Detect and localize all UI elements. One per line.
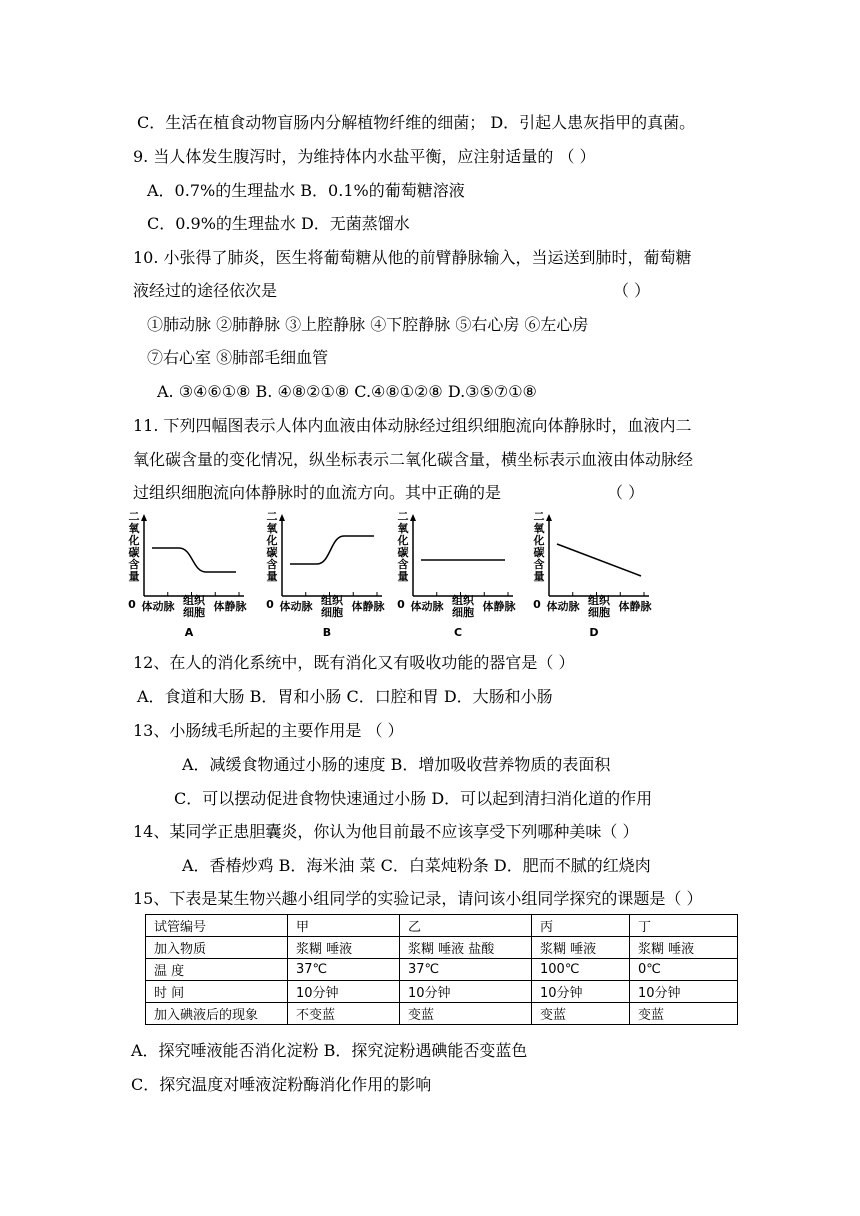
table-row xyxy=(146,981,738,1003)
y-axis-label-char: 氧 xyxy=(128,522,140,535)
x-label-cell: 细胞 xyxy=(588,606,610,619)
y-axis-label-char: 含 xyxy=(266,558,278,571)
y-axis-arrow xyxy=(279,514,285,521)
y-axis-label-char: 二 xyxy=(397,510,409,523)
origin-label: 0 xyxy=(266,598,274,611)
q10-options: A. ③④⑥①⑧ B. ④⑧②①⑧ C.④⑧①②⑧ D.③⑤⑦①⑧ xyxy=(157,382,537,401)
table-row xyxy=(146,1003,738,1025)
table-header-cell: 乙 xyxy=(400,915,532,937)
q15-option-c: C．探究温度对唾液淀粉酶消化作用的影响 xyxy=(131,1075,432,1094)
table-header-cell: 丁 xyxy=(630,915,738,937)
table-cell: 变蓝 xyxy=(630,1003,738,1025)
table-header-cell: 甲 xyxy=(288,915,400,937)
x-label-vein: 体静脉 xyxy=(351,600,385,613)
y-axis-label-char: 碳 xyxy=(128,546,140,559)
co2-curve xyxy=(152,548,236,572)
table-cell: 37℃ xyxy=(288,959,400,981)
table-cell: 10分钟 xyxy=(630,981,738,1003)
x-label-artery: 体动脉 xyxy=(279,600,313,613)
co2-graph-d-svg xyxy=(533,508,673,643)
y-axis-label-char: 量 xyxy=(533,570,545,583)
table-cell: 时 间 xyxy=(146,981,288,1003)
q9-options-ab: A．0.7%的生理盐水 B．0.1%的葡萄糖溶液 xyxy=(147,181,465,200)
table-header-cell: 试管编号 xyxy=(146,915,288,937)
y-axis-arrow xyxy=(410,514,416,521)
table-header-row xyxy=(146,915,738,937)
q10-items-2: ⑦右心室 ⑧肺部毛细血管 xyxy=(147,348,329,367)
table-cell: 加入物质 xyxy=(146,937,288,959)
experiment-record-table xyxy=(145,914,738,1025)
y-axis-label-char: 含 xyxy=(128,558,140,571)
graph-name-label: C xyxy=(453,626,463,639)
q12-options: A．食道和大肠 B．胃和小肠 C．口腔和胃 D．大肠和小肠 xyxy=(137,687,553,706)
q10-stem-2: 液经过的途径依次是 xyxy=(133,281,278,300)
q9-stem: 9. 当人体发生腹泻时，为维持体内水盐平衡，应注射适量的 （ ） xyxy=(133,147,596,166)
table-cell: 变蓝 xyxy=(400,1003,532,1025)
y-axis-label-char: 氧 xyxy=(397,522,409,535)
y-axis-label-char: 碳 xyxy=(266,546,278,559)
q13-options-ab: A．减缓食物通过小肠的速度 B．增加吸收营养物质的表面积 xyxy=(182,755,611,774)
y-axis-label-char: 二 xyxy=(128,510,140,523)
table-header-cell: 丙 xyxy=(532,915,630,937)
table-cell: 浆糊 唾液 xyxy=(288,937,400,959)
graph-name-label: D xyxy=(589,626,599,639)
x-label-artery: 体动脉 xyxy=(546,600,580,613)
origin-label: 0 xyxy=(128,598,136,611)
table-cell: 变蓝 xyxy=(532,1003,630,1025)
y-axis-label-char: 化 xyxy=(397,534,409,547)
table-cell: 10分钟 xyxy=(400,981,532,1003)
x-label-tissue: 组织 xyxy=(452,594,474,607)
q12-stem: 12、在人的消化系统中，既有消化又有吸收功能的器官是（ ） xyxy=(133,653,575,672)
table-cell: 37℃ xyxy=(400,959,532,981)
table-cell: 10分钟 xyxy=(288,981,400,1003)
table-cell: 温 度 xyxy=(146,959,288,981)
co2-graph-b xyxy=(266,508,406,643)
table-row xyxy=(146,959,738,981)
x-label-tissue: 组织 xyxy=(321,594,343,607)
table-cell: 浆糊 唾液 xyxy=(532,937,630,959)
q10-answer-paren: （ ） xyxy=(613,281,651,300)
table-cell: 100℃ xyxy=(532,959,630,981)
table-cell: 浆糊 唾液 盐酸 xyxy=(400,937,532,959)
graph-name-label: A xyxy=(184,626,194,639)
q11-answer-paren: （ ） xyxy=(607,483,645,502)
table-cell: 加入碘液后的现象 xyxy=(146,1003,288,1025)
y-axis-label-char: 氧 xyxy=(266,522,278,535)
q10-items-1: ①肺动脉 ②肺静脉 ③上腔静脉 ④下腔静脉 ⑤右心房 ⑥左心房 xyxy=(147,315,589,334)
y-axis-label-char: 碳 xyxy=(397,546,409,559)
co2-graph-c-svg xyxy=(397,508,537,643)
co2-graph-a-svg xyxy=(128,508,268,643)
q11-stem-1: 11. 下列四幅图表示人体内血液由体动脉经过组织细胞流向体静脉时，血液内二 xyxy=(133,416,692,435)
y-axis-label-char: 化 xyxy=(533,534,545,547)
table-cell: 0℃ xyxy=(630,959,738,981)
q15-stem: 15、下表是某生物兴趣小组同学的实验记录，请问该小组同学探究的课题是（ ） xyxy=(133,889,703,908)
y-axis-label-char: 量 xyxy=(266,570,278,583)
y-axis-label-char: 碳 xyxy=(533,546,545,559)
q14-stem: 14、某同学正患胆囊炎，你认为他目前最不应该享受下列哪种美味（ ） xyxy=(133,822,639,841)
q13-stem: 13、小肠绒毛所起的主要作用是 （ ） xyxy=(133,721,404,740)
x-label-artery: 体动脉 xyxy=(410,600,444,613)
x-label-cell: 细胞 xyxy=(183,606,205,619)
q14-options: A．香椿炒鸡 B．海米油 菜 C．白菜炖粉条 D．肥而不腻的红烧肉 xyxy=(182,856,651,875)
graph-name-label: B xyxy=(322,626,332,639)
x-label-vein: 体静脉 xyxy=(618,600,652,613)
table-cell: 不变蓝 xyxy=(288,1003,400,1025)
q10-stem-1: 10. 小张得了肺炎，医生将葡萄糖从他的前臂静脉输入，当运送到肺时，葡萄糖 xyxy=(133,248,692,267)
x-label-cell: 细胞 xyxy=(321,606,343,619)
co2-graph-b-svg xyxy=(266,508,406,643)
y-axis-label-char: 化 xyxy=(128,534,140,547)
y-axis-label-char: 氧 xyxy=(533,522,545,535)
y-axis-label-char: 二 xyxy=(266,510,278,523)
y-axis-arrow xyxy=(141,514,147,521)
co2-curve xyxy=(290,536,374,564)
table-row xyxy=(146,937,738,959)
q11-stem-3: 过组织细胞流向体静脉时的血流方向。其中正确的是 xyxy=(133,483,502,502)
origin-label: 0 xyxy=(533,598,541,611)
q9-options-cd: C．0.9%的生理盐水 D．无菌蒸馏水 xyxy=(147,214,410,233)
co2-graph-d xyxy=(533,508,673,643)
x-label-artery: 体动脉 xyxy=(141,600,175,613)
co2-graph-c xyxy=(397,508,537,643)
x-label-tissue: 组织 xyxy=(183,594,205,607)
y-axis-label-char: 含 xyxy=(397,558,409,571)
q11-stem-2: 氧化碳含量的变化情况，纵坐标表示二氧化碳含量，横坐标表示血液由体动脉经 xyxy=(133,450,694,469)
table-cell: 10分钟 xyxy=(532,981,630,1003)
x-label-cell: 细胞 xyxy=(452,606,474,619)
origin-label: 0 xyxy=(397,598,405,611)
q8-options-cd: C．生活在植食动物盲肠内分解植物纤维的细菌； D．引起人患灰指甲的真菌。 xyxy=(137,113,696,132)
y-axis-label-char: 量 xyxy=(128,570,140,583)
y-axis-arrow xyxy=(546,514,552,521)
x-label-vein: 体静脉 xyxy=(482,600,516,613)
q15-options-ab: A．探究唾液能否消化淀粉 B．探究淀粉遇碘能否变蓝色 xyxy=(131,1041,528,1060)
co2-curve xyxy=(557,544,641,576)
x-label-tissue: 组织 xyxy=(588,594,610,607)
y-axis-label-char: 二 xyxy=(533,510,545,523)
co2-graph-a xyxy=(128,508,268,643)
y-axis-label-char: 量 xyxy=(397,570,409,583)
y-axis-label-char: 含 xyxy=(533,558,545,571)
y-axis-label-char: 化 xyxy=(266,534,278,547)
table-cell: 浆糊 唾液 xyxy=(630,937,738,959)
x-label-vein: 体静脉 xyxy=(213,600,247,613)
q13-options-cd: C．可以摆动促进食物快速通过小肠 D．可以起到清扫消化道的作用 xyxy=(174,789,653,808)
